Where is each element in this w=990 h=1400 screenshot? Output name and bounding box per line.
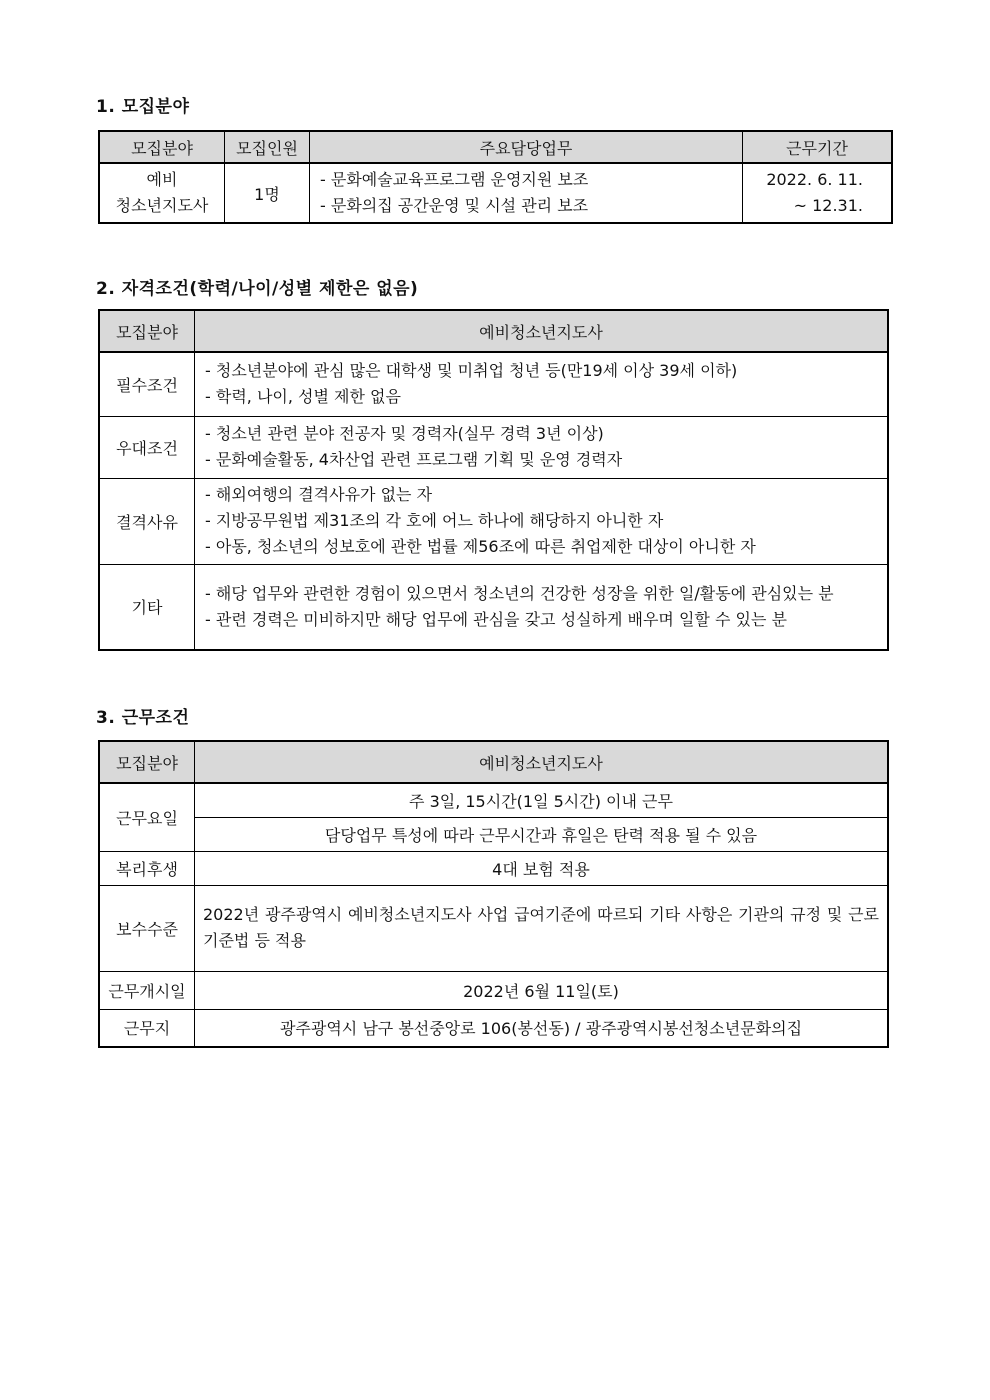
header-field: 모집분야: [99, 310, 195, 352]
duties-cell: [310, 163, 743, 223]
row-label: 기타: [99, 564, 195, 650]
header-role: 예비청소년지도사: [195, 741, 889, 783]
conditions-table: [98, 740, 889, 1048]
list-item: - 해당 업무와 관련한 경험이 있으면서 청소년의 건강한 성장을 위한 일/활동에 관심있는 분: [205, 583, 834, 603]
header-field: 모집분야: [99, 741, 195, 783]
row-items: [195, 352, 889, 416]
list-item: - 지방공무원법 제31조의 각 호에 어느 하나에 해당하지 아니한 자: [205, 511, 664, 530]
row-label: 필수조건: [99, 352, 195, 416]
salary-label: 보수수준: [99, 885, 195, 971]
row-label: 우대조건: [99, 416, 195, 478]
field-line2: 청소년지도사: [115, 196, 209, 215]
header-role: 예비청소년지도사: [195, 310, 889, 352]
work-days-line2: 담당업무 특성에 따라 근무시간과 휴일은 탄력 적용 될 수 있음: [195, 817, 889, 851]
work-days-line1: 주 3일, 15시간(1일 5시간) 이내 근무: [195, 783, 889, 817]
header-period: 근무기간: [743, 131, 893, 163]
period-cell: [743, 163, 893, 223]
row-items: [195, 478, 889, 564]
work-days-label: 근무요일: [99, 783, 195, 851]
list-item: - 청소년 관련 분야 전공자 및 경력자(실무 경력 3년 이상): [205, 424, 604, 443]
place-label: 근무지: [99, 1009, 195, 1047]
duty-item: - 문화의집 공간운영 및 시설 관리 보조: [320, 196, 589, 215]
section3-title: 3. 근무조건: [96, 708, 190, 728]
row-items: [195, 416, 889, 478]
duty-item: - 문화예술교육프로그램 운영지원 보조: [320, 170, 589, 189]
welfare-value: 4대 보험 적용: [195, 851, 889, 885]
section2-title: 2. 자격조건(학력/나이/성별 제한은 없음): [96, 279, 419, 299]
list-item: - 해외여행의 결격사유가 없는 자: [205, 485, 433, 504]
place-value: 광주광역시 남구 봉선중앙로 106(봉선동) / 광주광역시봉선청소년문화의집: [195, 1009, 889, 1047]
row-label: 결격사유: [99, 478, 195, 564]
header-count: 모집인원: [225, 131, 310, 163]
salary-value: 2022년 광주광역시 예비청소년지도사 사업 급여기준에 따르되 기타 사항은 기관의 규정 및 근로기준법 등 적용: [195, 885, 889, 971]
list-item: - 아동, 청소년의 성보호에 관한 법률 제56조에 따른 취업제한 대상이 아니한 자: [205, 537, 756, 556]
qualification-table: [98, 309, 889, 651]
section1-title: 1. 모집분야: [96, 97, 190, 117]
list-item: - 학력, 나이, 성별 제한 없음: [205, 387, 401, 407]
list-item: - 청소년분야에 관심 많은 대학생 및 미취업 청년 등(만19세 이상 39세 이하): [205, 361, 738, 381]
period-line1: 2022. 6. 11.: [766, 170, 863, 189]
period-line2: ~ 12.31.: [793, 196, 863, 215]
recruitment-table: [98, 130, 893, 224]
header-duties: 주요담당업무: [310, 131, 743, 163]
field-line1: 예비: [146, 170, 178, 189]
start-value: 2022년 6월 11일(토): [195, 971, 889, 1009]
list-item: - 관련 경력은 미비하지만 해당 업무에 관심을 갖고 성실하게 배우며 일할 수 있는 분: [205, 609, 787, 629]
count-cell: 1명: [225, 163, 310, 223]
welfare-label: 복리후생: [99, 851, 195, 885]
start-label: 근무개시일: [99, 971, 195, 1009]
row-items: [195, 564, 889, 650]
header-field: 모집분야: [99, 131, 225, 163]
field-cell: [99, 163, 225, 223]
list-item: - 문화예술활동, 4차산업 관련 프로그램 기획 및 운영 경력자: [205, 450, 623, 469]
